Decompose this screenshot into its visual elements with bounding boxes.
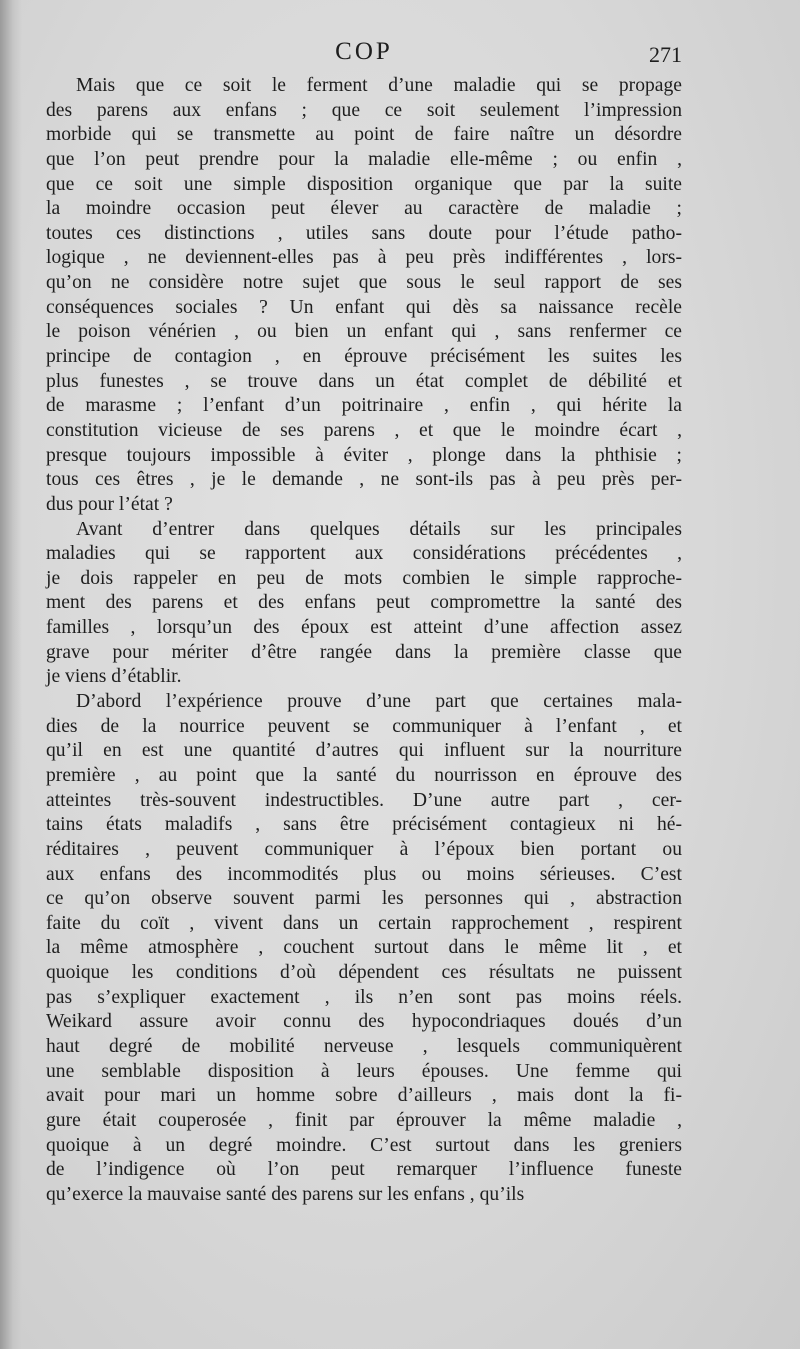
text-line: que ce soit une simple disposition organique que par la suite [46,173,682,195]
text-line: maladies qui se rapportent aux considérations précédentes , [46,543,682,565]
text-line: familles , lorsqu’un des époux est atteint d’une affection assez [46,617,682,639]
text-line: constitution vicieuse de ses parens , et que le moindre écart , [46,419,682,441]
text-line: conséquences sociales ? Un enfant qui dès sa naissance recèle [46,296,682,318]
text-line: de marasme ; l’enfant d’un poitrinaire , enfin , qui hérite la [46,395,682,417]
text-line: gure était couperosée , finit par éprouver la même maladie , [46,1109,682,1131]
text-line: morbide qui se transmette au point de faire naître un désordre [46,124,682,146]
text-line: des parens aux enfans ; que ce soit seulement l’impression [46,99,682,121]
text-line: logique , ne deviennent-elles pas à peu près indifférentes , lors- [46,247,682,269]
text-line: la même atmosphère , couchent surtout dans le même lit , et [46,937,682,959]
text-line: une semblable disposition à leurs épouses. Une femme qui [46,1060,682,1082]
text-line: le poison vénérien , ou bien un enfant qui , sans renfermer ce [46,321,682,343]
text-line: que l’on peut prendre pour la maladie elle-même ; ou enfin , [46,148,682,170]
text-line: de l’indigence où l’on peut remarquer l’influence funeste [46,1159,682,1181]
text-line: faite du coït , vivent dans un certain rapprochement , respirent [46,912,682,934]
text-line: tains états maladifs , sans être précisément contagieux ni hé- [46,814,682,836]
text-line: tous ces êtres , je le demande , ne sont-ils pas à peu près per- [46,469,682,491]
text-line: la moindre occasion peut élever au caractère de maladie ; [46,198,682,220]
text-line: haut degré de mobilité nerveuse , lesquels communiquèrent [46,1035,682,1057]
text-line: ment des parens et des enfans peut compromettre la santé des [46,592,682,614]
text-line: Weikard assure avoir connu des hypocondriaques doués d’un [46,1011,682,1033]
paragraph [46,518,682,690]
text-line: presque toujours impossible à éviter , plonge dans la phthisie ; [46,444,682,466]
text-line: Mais que ce soit le ferment d’une maladie qui se propage [76,75,682,96]
text-line: qu’il en est une quantité d’autres qui influent sur la nourriture [46,740,682,762]
text-line: dies de la nourrice peuvent se communiquer à l’enfant , et [46,715,682,737]
text-line: qu’exerce la mauvaise santé des parens sur les enfans , qu’ils [46,1183,525,1205]
text-line: principe de contagion , en éprouve précisément les suites les [46,346,682,368]
text-line: quoique à un degré moindre. C’est surtout dans les greniers [46,1134,682,1156]
text-line: dus pour l’état ? [46,493,173,515]
text-line: grave pour mériter d’être rangée dans la première classe que [46,641,682,663]
page-number: 271 [649,42,682,67]
text-line: atteintes très-souvent indestructibles. D’une autre part , cer- [46,789,682,811]
text-line: D’abord l’expérience prouve d’une part que certaines mala- [76,691,682,713]
page-header [46,38,682,72]
text-line: je viens d’établir. [46,666,182,688]
text-line: plus funestes , se trouve dans un état complet de débilité et [46,370,682,392]
text-line: qu’on ne considère notre sujet que sous le seul rapport de ses [46,272,682,294]
text-line: ce qu’on observe souvent parmi les personnes qui , abstraction [46,888,682,910]
paragraph [46,74,682,518]
text-line: avait pour mari un homme sobre d’ailleurs , mais dont la fi- [46,1085,682,1107]
text-line: première , au point que la santé du nourrisson en éprouve des [46,764,682,786]
text-line: quoique les conditions d’où dépendent ces résultats ne puissent [46,962,682,984]
paragraph [46,690,682,1207]
text-line: je dois rappeler en peu de mots combien le simple rapproche- [46,567,682,589]
text-line: réditaires , peuvent communiquer à l’époux bien portant ou [46,838,682,860]
text-line: toutes ces distinctions , utiles sans doute pour l’étude patho- [46,222,682,244]
text-line: Avant d’entrer dans quelques détails sur les principales [76,518,682,540]
running-head: COP [335,38,393,65]
text-line: pas s’expliquer exactement , ils n’en sont pas moins réels. [46,986,682,1008]
text-line: aux enfans des incommodités plus ou moins sérieuses. C’est [46,863,682,885]
binding-shadow [0,0,22,1349]
body-text [46,74,682,1207]
